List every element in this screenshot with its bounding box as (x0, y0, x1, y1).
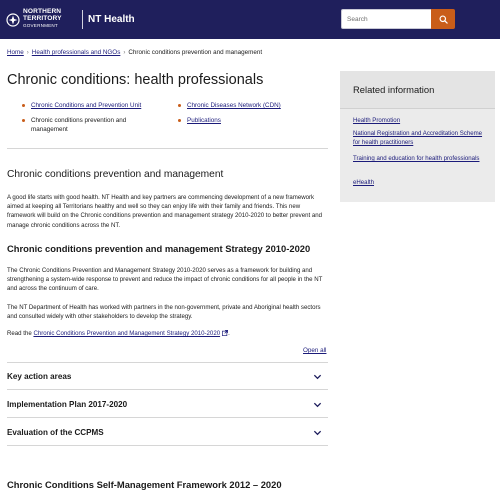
bullet-icon (178, 119, 181, 122)
quick-link-current: Chronic conditions prevention and management (31, 117, 127, 133)
quick-link-item (178, 101, 318, 110)
logo-line-3: GOVERNMENT (23, 22, 58, 28)
brand-divider (82, 10, 83, 29)
quick-link-item (22, 101, 162, 110)
related-link-health-promotion[interactable]: Health Promotion (353, 117, 401, 124)
logo-line-2: TERRITORY (23, 15, 62, 23)
accordion-label: Implementation Plan 2017-2020 (7, 399, 128, 409)
bullet-icon (178, 104, 181, 107)
logo-line-1: NORTHERN (23, 8, 62, 16)
open-all-link[interactable]: Open all (303, 347, 327, 354)
related-link-nras[interactable]: National Registration and Accreditation Scheme for health practitioners (353, 130, 483, 146)
related-link-training[interactable]: Training and education for health professionals (353, 155, 480, 162)
site-header (0, 0, 500, 39)
breadcrumb (7, 49, 262, 56)
logo-wordmark (23, 9, 62, 29)
read-prefix: Read the (7, 330, 34, 337)
chevron-down-icon (313, 428, 322, 437)
read-suffix: . (228, 330, 230, 337)
strategy-paragraph-2: The NT Department of Health has worked with partners in the non-government, private and Aboriginal health sectors and consulted widely with other stakeholders to develop the strategy. (7, 304, 321, 321)
search-icon (439, 15, 448, 24)
section-body-ccpm: A good life starts with good health. NT Health and key partners are commencing development of a new framework aimed at keeping all Territorians healthy and well so they can enjoy life with their family and friends. This new framework will build on the Chronic conditions prevention and management strategy 2010-2020 to better prevent and manage chronic conditions across the NT. (7, 194, 323, 229)
accordion-evaluation-ccpms[interactable] (7, 419, 328, 446)
breadcrumb-separator-icon: › (26, 49, 29, 56)
quick-link-publications[interactable]: Publications (187, 117, 221, 124)
section-heading-strategy: Chronic conditions prevention and management Strategy 2010-2020 (7, 243, 311, 254)
related-information-panel (340, 71, 495, 202)
accordion-label: Key action areas (7, 371, 72, 381)
related-information-header (340, 71, 495, 109)
breadcrumb-current: Chronic conditions prevention and management (128, 49, 263, 56)
accordion-key-action-areas[interactable] (7, 363, 328, 390)
section-heading-self-management: Chronic Conditions Self-Management Framework 2012 – 2020 (7, 479, 282, 490)
accordion-implementation-plan[interactable] (7, 391, 328, 418)
quick-link-cdn[interactable]: Chronic Diseases Network (CDN) (187, 102, 281, 109)
search-button[interactable] (431, 9, 455, 29)
chevron-down-icon (313, 400, 322, 409)
section-divider (7, 148, 328, 149)
bullet-icon (22, 104, 25, 107)
breadcrumb-health-professionals[interactable]: Health professionals and NGOs (31, 49, 121, 56)
quick-link-item (22, 116, 144, 134)
strategy-paragraph-1: The Chronic Conditions Prevention and Management Strategy 2010-2020 serves as a framework for building and strengthening a system-wide response to prevent and reduce the impact of chronic conditions for all people in the NT and across the continuum of care. (7, 267, 323, 293)
quick-link-item (178, 116, 318, 125)
breadcrumb-home[interactable]: Home (7, 49, 24, 56)
site-brand-name[interactable]: NT Health (88, 14, 135, 25)
related-information-title: Related information (353, 84, 435, 95)
bullet-icon (22, 119, 25, 122)
page-title: Chronic conditions: health professionals (7, 72, 264, 88)
quick-link-ccpu[interactable]: Chronic Conditions and Prevention Unit (31, 102, 142, 109)
accordion-label: Evaluation of the CCPMS (7, 427, 104, 437)
nt-government-logo[interactable] (6, 6, 78, 33)
strategy-document-link[interactable]: Chronic Conditions Prevention and Management Strategy 2010-2020 (33, 330, 221, 337)
strategy-read-paragraph (7, 329, 328, 338)
search-input[interactable] (341, 9, 431, 29)
section-heading-ccpm: Chronic conditions prevention and management (7, 169, 224, 180)
logo-emblem-icon (6, 13, 20, 27)
related-link-ehealth[interactable]: eHealth (353, 179, 375, 186)
breadcrumb-separator-icon: › (123, 49, 126, 56)
chevron-down-icon (313, 372, 322, 381)
